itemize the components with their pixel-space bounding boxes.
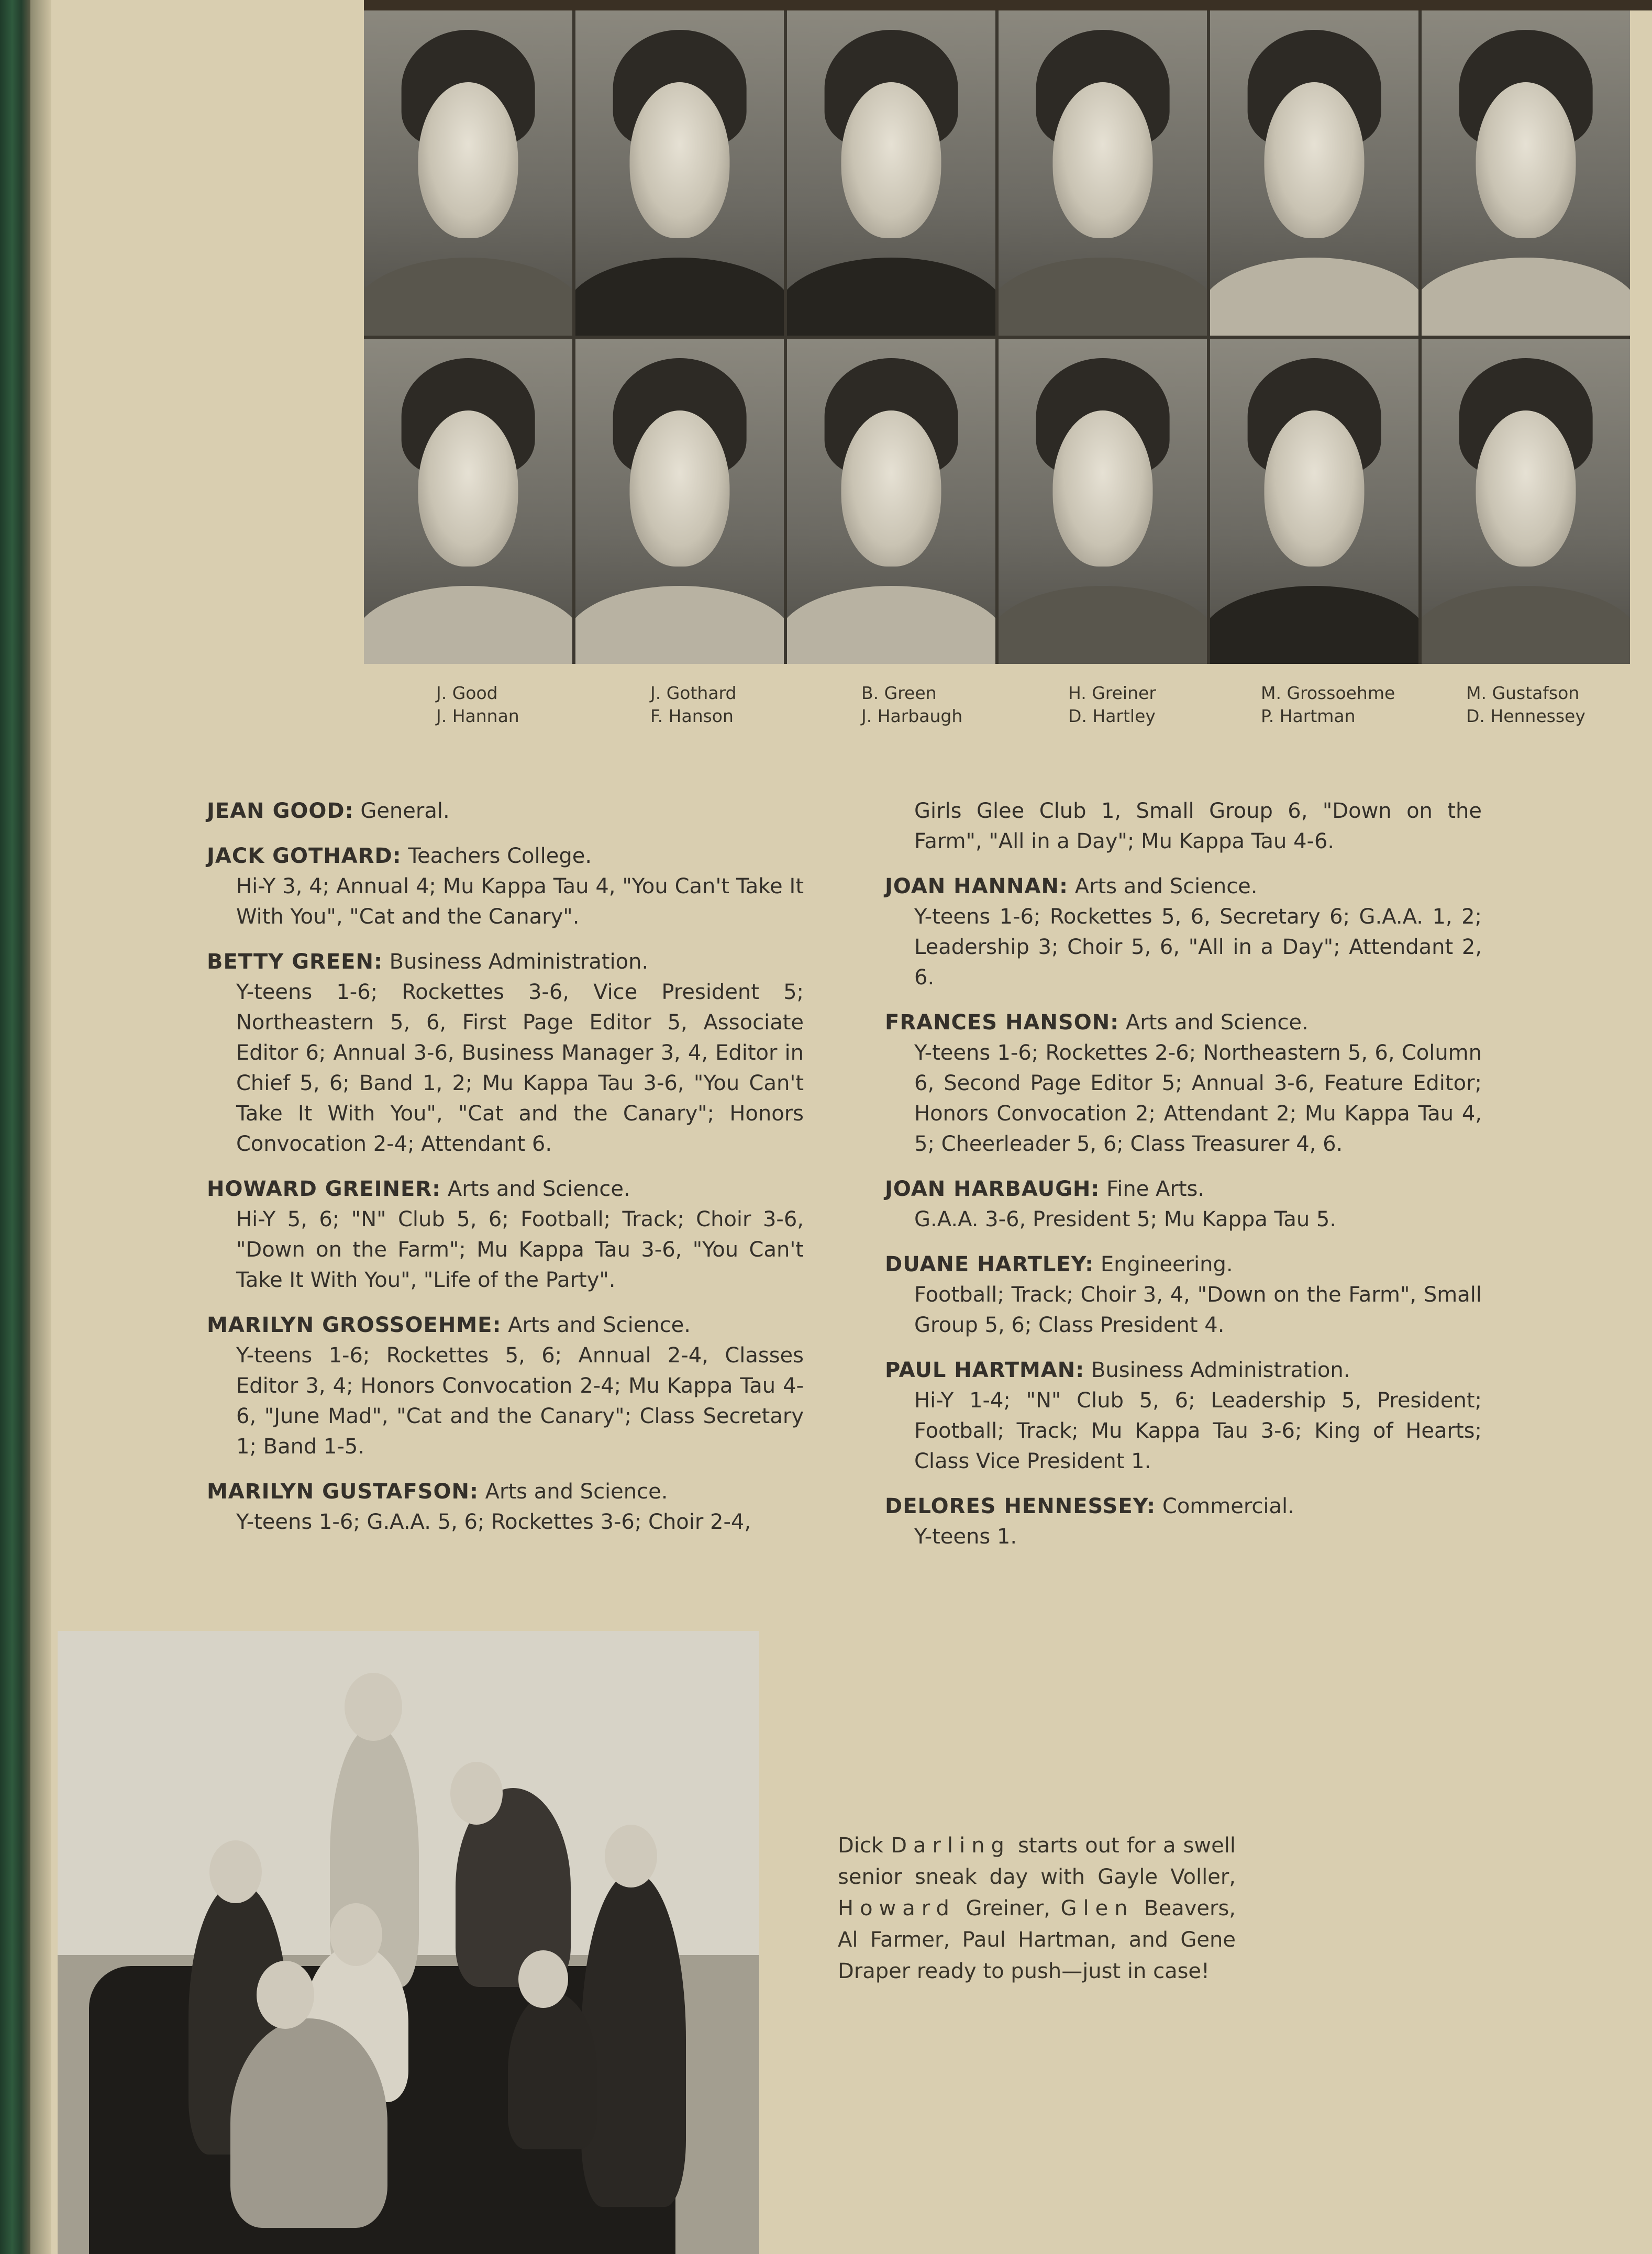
student-activities: Hi-Y 1-4; "N" Club 5, 6; Leadership 5, President; Football; Track; Mu Kappa Tau 3-6; King of Hearts; Class Vice President 1. [914,1389,1482,1473]
caption-bottom: P. Hartman [1261,706,1356,726]
photo-person [581,1872,686,2207]
student-course: Commercial. [1162,1494,1294,1518]
bio-entry [885,1174,1482,1235]
caption-text: Darling [891,1834,1011,1858]
student-course: General. [360,799,450,823]
student-name: JEAN GOOD: [207,799,354,823]
student-name: BETTY GREEN: [207,950,383,974]
caption-top: M. Gustafson [1466,683,1580,703]
student-course: Arts and Science. [447,1177,630,1201]
student-activities: Y-teens 1-6; G.A.A. 5, 6; Rockettes 3-6; Choir 2-4, [236,1510,751,1534]
portrait-j-good [364,10,572,336]
bio-entry [207,796,804,826]
portrait-b-green [787,10,995,336]
student-name: DUANE HARTLEY: [885,1252,1094,1276]
student-activities: Y-teens 1. [914,1525,1017,1549]
portrait-d-hartley [999,339,1207,664]
photo-person-head [257,1961,314,2029]
caption-top: M. Grossoehme [1261,683,1395,703]
student-activities: Y-teens 1-6; Rockettes 5, 6, Secretary 6; G.A.A. 1, 2; Leadership 3; Choir 5, 6, "All in a Day"; Attendant 2, 6. [914,905,1482,990]
bio-column-left [207,796,804,1552]
photo-person-head [450,1762,503,1825]
photo-person-head [345,1673,402,1741]
student-activities: Y-teens 1-6; Rockettes 5, 6; Annual 2-4, Classes Editor 3, 4; Honors Convocation 2-4; Mu Kappa Tau 4-6, "June Mad", "Cat and the Canary"; Class Secretary 1; Band 1-5. [236,1343,804,1459]
bio-entry [207,1310,804,1462]
top-border [364,0,1652,10]
portrait-h-greiner [999,10,1207,336]
student-course: Arts and Science. [1074,874,1258,898]
caption-text: Dick [838,1834,891,1858]
bio-entry [885,871,1482,993]
caption-top: J. Good [436,683,498,703]
caption-text: Howard [838,1896,956,1920]
student-course: Arts and Science. [485,1480,668,1504]
photo-person [508,1992,597,2149]
student-activities: Football; Track; Choir 3, 4, "Down on the Farm", Small Group 5, 6; Class President 4. [914,1283,1482,1337]
page-gutter [30,0,51,2254]
portrait-j-gothard [575,10,784,336]
student-course: Fine Arts. [1106,1177,1205,1201]
student-activities: Y-teens 1-6; Rockettes 3-6, Vice President 5; Northeastern 5, 6, First Page Editor 5, Associate Editor 6; Annual 3-6, Business Manager 3, 4, Editor in Chief 5, 6; Band 1, 2; Mu Kappa Tau 3-6, "You Can't Take It With You", "Cat and the Canary"; Honors Convocation 2-4; Attendant 6. [236,980,804,1156]
student-course: Business Administration. [1091,1358,1350,1382]
group-photo [58,1631,759,2254]
bio-column-right [885,796,1482,1567]
bio-entry [207,947,804,1159]
bio-entry [885,1249,1482,1340]
caption-col-6 [1466,682,1652,728]
caption-top: J. Gothard [650,683,737,703]
photo-person-head [518,1950,568,2008]
student-name: PAUL HARTMAN: [885,1358,1085,1382]
bio-entry [885,1491,1482,1552]
student-name: MARILYN GUSTAFSON: [207,1480,479,1504]
photo-person-head [209,1840,262,1903]
caption-text: Greiner, [955,1896,1061,1920]
caption-col-3 [861,682,1060,728]
bio-entry [885,1007,1482,1159]
bio-continuation [885,796,1482,857]
caption-bottom: D. Hartley [1068,706,1156,726]
bio-entry [207,1174,804,1295]
student-activities: Hi-Y 3, 4; Annual 4; Mu Kappa Tau 4, "You Can't Take It With You", "Cat and the Canary". [236,874,804,929]
student-activities: Hi-Y 5, 6; "N" Club 5, 6; Football; Track; Choir 3-6, "Down on the Farm"; Mu Kappa Tau 3-6, "You Can't Take It With You", "Life of the Party". [236,1207,804,1292]
student-course: Business Administration. [389,950,649,974]
caption-col-1 [436,682,635,728]
caption-col-5 [1261,682,1460,728]
caption-bottom: F. Hanson [650,706,734,726]
student-course: Arts and Science. [1125,1011,1309,1035]
portrait-grid [364,10,1630,664]
student-course: Arts and Science. [508,1313,691,1337]
book-spine [0,0,30,2254]
bio-entry [207,841,804,932]
portrait-j-harbaugh [787,339,995,664]
caption-col-2 [650,682,849,728]
caption-top: H. Greiner [1068,683,1156,703]
student-name: JOAN HANNAN: [885,874,1068,898]
student-name: JOAN HARBAUGH: [885,1177,1100,1201]
portrait-m-grossoehme [1210,10,1418,336]
caption-col-4 [1068,682,1267,728]
photo-person-head [330,1903,382,1966]
caption-bottom: D. Hennessey [1466,706,1586,726]
portrait-p-hartman [1210,339,1418,664]
caption-top: B. Green [861,683,937,703]
student-name: HOWARD GREINER: [207,1177,441,1201]
portrait-j-hannan [364,339,572,664]
student-name: MARILYN GROSSOEHME: [207,1313,502,1337]
student-activities: Girls Glee Club 1, Small Group 6, "Down on the Farm", "All in a Day"; Mu Kappa Tau 4-6. [914,799,1482,853]
student-activities: Y-teens 1-6; Rockettes 2-6; Northeastern 5, 6, Column 6, Second Page Editor 5; Annual 3-6, Feature Editor; Honors Convocation 2; Attendant 2; Mu Kappa Tau 4, 5; Cheerleader 5, 6; Class Treasurer 4, 6. [914,1041,1482,1156]
photo-person-head [605,1825,657,1887]
student-course: Teachers College. [408,844,592,868]
photo-person [230,2018,387,2228]
portrait-d-hennessey [1422,339,1630,664]
bio-entry [885,1355,1482,1476]
bio-entry [207,1476,804,1537]
caption-text: Glen [1060,1896,1134,1920]
student-name: FRANCES HANSON: [885,1011,1119,1035]
caption-bottom: J. Hannan [436,706,519,726]
group-photo-caption [838,1830,1236,1987]
student-name: DELORES HENNESSEY: [885,1494,1156,1518]
caption-text: starts out for a swell senior sneak day with Gayle Voller, [838,1834,1236,1889]
caption-text: Beavers, Al Farmer, Paul Hartman, and Gene Draper ready to push—just in case! [838,1896,1236,1983]
student-course: Engineering. [1100,1252,1233,1276]
portrait-f-hanson [575,339,784,664]
student-activities: G.A.A. 3-6, President 5; Mu Kappa Tau 5. [914,1207,1337,1231]
portrait-m-gustafson [1422,10,1630,336]
student-name: JACK GOTHARD: [207,844,402,868]
caption-bottom: J. Harbaugh [861,706,963,726]
